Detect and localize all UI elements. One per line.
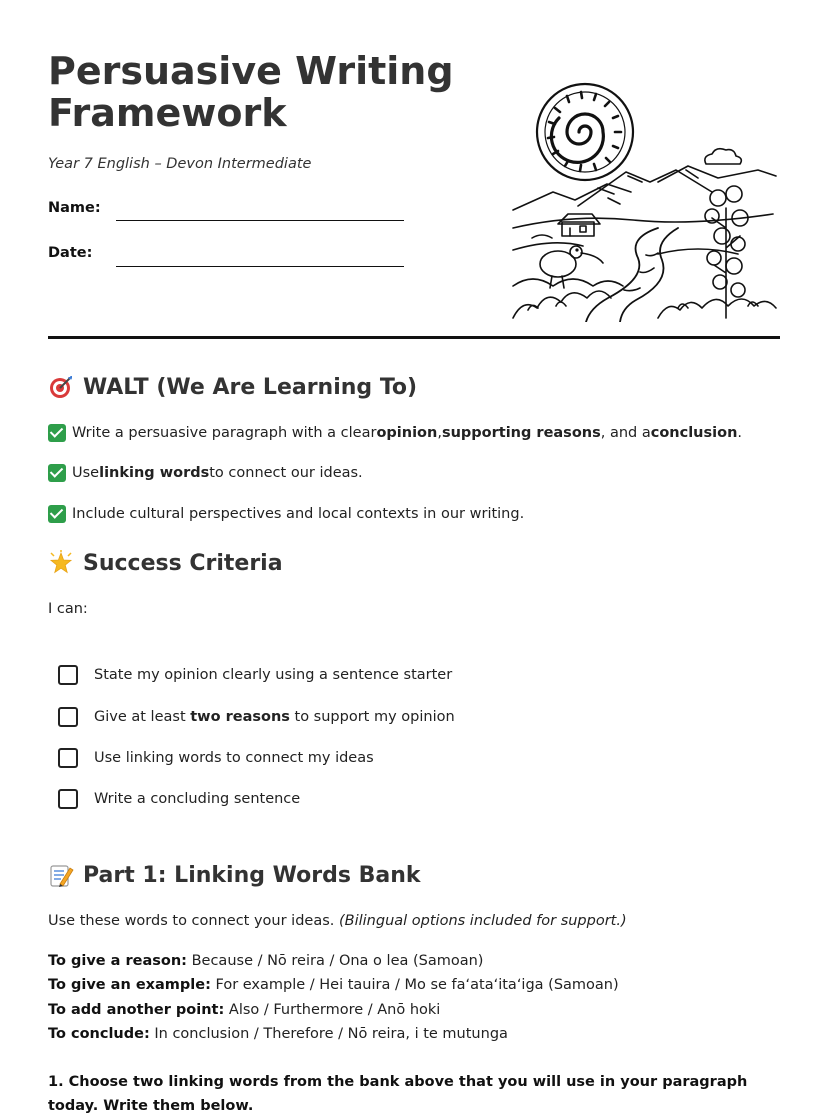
- landscape-illustration: [508, 78, 782, 322]
- walt-item-2-end: to connect our ideas.: [209, 465, 363, 481]
- add-words: Also / Furthermore / Anō hoki: [224, 1002, 441, 1018]
- koru-sun-icon: [537, 84, 633, 180]
- criterion-2-checkbox[interactable]: [58, 707, 78, 727]
- header-divider: [48, 336, 780, 339]
- kiwi-bird-icon: [540, 246, 603, 288]
- linking-bank-add: [48, 1002, 440, 1018]
- part1-intro-italic: (Bilingual options included for support.): [338, 913, 627, 929]
- criterion-2-end: to support my opinion: [289, 709, 455, 725]
- walt-heading-text: WALT (We Are Learning To): [83, 374, 418, 400]
- criterion-3-label: Use linking words to connect my ideas: [94, 750, 374, 766]
- name-label: Name:: [48, 200, 101, 216]
- linking-bank-example: [48, 977, 619, 993]
- walt-item-1-bold-reasons: supporting reasons: [441, 425, 601, 441]
- success-intro: I can:: [48, 601, 88, 617]
- add-label: To add another point:: [48, 1002, 225, 1018]
- target-dart-icon: [48, 374, 74, 400]
- linking-bank-reason: [48, 953, 483, 969]
- walt-item-1-end: .: [737, 425, 742, 441]
- criterion-3-checkbox[interactable]: [58, 748, 78, 768]
- title-line-2: Framework: [48, 91, 287, 135]
- walt-item-2-text: Use: [72, 465, 100, 481]
- criterion-2-text: Give at least: [94, 709, 191, 725]
- date-field[interactable]: [116, 266, 404, 267]
- example-words: For example / Hei tauira / Mo se faʻataʻitaʻiga (Samoan): [210, 977, 619, 993]
- conclude-label: To conclude:: [48, 1026, 150, 1042]
- title-line-1: Persuasive Writing: [48, 49, 454, 93]
- house-icon: [558, 214, 600, 236]
- reason-words: Because / Nō reira / Ona o lea (Samoan): [186, 953, 484, 969]
- part1-intro: [48, 913, 627, 929]
- page-title: [48, 50, 454, 134]
- walt-item-1-bold-opinion: opinion: [376, 425, 438, 441]
- walt-item-1-bold-conclusion: conclusion: [650, 425, 738, 441]
- walt-item-1-sep: ,: [437, 425, 442, 441]
- walt-item-3: [48, 505, 524, 523]
- criterion-4-label: Write a concluding sentence: [94, 791, 301, 807]
- criterion-1-checkbox[interactable]: [58, 665, 78, 685]
- walt-heading: [48, 374, 417, 400]
- criterion-2-bold: two reasons: [190, 709, 290, 725]
- walt-item-2: [48, 464, 363, 482]
- criterion-2-label: [94, 709, 455, 725]
- success-criteria-heading: [48, 550, 283, 576]
- date-label: Date:: [48, 245, 93, 261]
- conclude-words: In conclusion / Therefore / Nō reira, i te mutunga: [149, 1026, 508, 1042]
- walt-item-1: [48, 424, 742, 442]
- question-1: 1. Choose two linking words from the bank above that you will use in your paragraph today. Write them below.: [48, 1074, 748, 1114]
- name-field[interactable]: [116, 220, 404, 221]
- part1-intro-text: Use these words to connect your ideas.: [48, 913, 339, 929]
- criterion-4-checkbox[interactable]: [58, 789, 78, 809]
- walt-item-1-text: Write a persuasive paragraph with a clear: [72, 425, 377, 441]
- cloud-icon: [705, 149, 741, 164]
- green-check-icon: [48, 424, 66, 442]
- part1-heading-text: Part 1: Linking Words Bank: [83, 862, 421, 888]
- example-label: To give an example:: [48, 977, 211, 993]
- criterion-1[interactable]: [58, 665, 452, 685]
- green-check-icon: [48, 464, 66, 482]
- linking-bank-conclude: [48, 1026, 508, 1042]
- reason-label: To give a reason:: [48, 953, 187, 969]
- success-criteria-heading-text: Success Criteria: [83, 550, 283, 576]
- glowing-star-icon: [48, 550, 74, 576]
- criterion-4[interactable]: [58, 789, 300, 809]
- criterion-1-label: State my opinion clearly using a sentence starter: [94, 667, 453, 683]
- green-check-icon: [48, 505, 66, 523]
- criterion-3[interactable]: [58, 748, 374, 768]
- memo-pencil-icon: [48, 862, 74, 888]
- subtitle: Year 7 English – Devon Intermediate: [48, 156, 312, 172]
- criterion-2[interactable]: [58, 707, 455, 727]
- walt-item-2-bold: linking words: [99, 465, 210, 481]
- walt-item-3-text: Include cultural perspectives and local contexts in our writing.: [72, 506, 525, 522]
- part1-heading: [48, 862, 421, 888]
- walt-item-1-and: , and a: [600, 425, 651, 441]
